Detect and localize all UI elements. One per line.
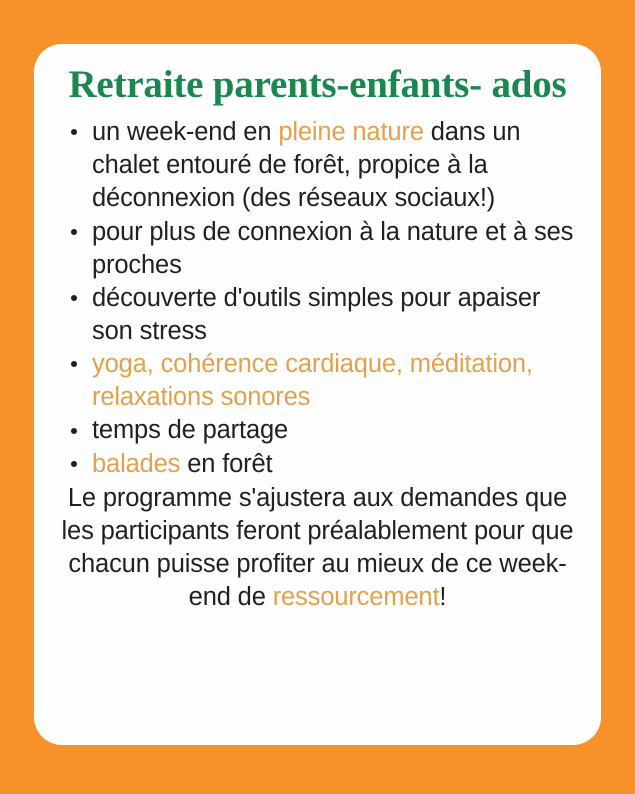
list-item (62, 282, 579, 348)
page-title-line-1: Retraite parents-enfants- (68, 63, 482, 106)
bullet-dot-icon (71, 295, 77, 301)
info-card (34, 44, 601, 745)
highlighted-text: ressourcement (272, 583, 440, 612)
body-text: en forêt (180, 449, 273, 478)
page-title (58, 64, 577, 106)
bullet-dot-icon (71, 428, 77, 434)
list-item-label (92, 218, 573, 279)
bullet-dot-icon (71, 461, 77, 467)
body-text: Le programme s'ajustera aux demandes que les participants feront préalablement pour que chacun puisse profiter au mieux de ce week-end de (61, 483, 574, 612)
body-text: découverte d'outils simples pour apaiser son stress (92, 283, 541, 345)
list-item-label (92, 118, 520, 212)
bullet-dot-icon (71, 361, 77, 367)
page-title-line-2: ados (491, 63, 567, 106)
body-text: un week-end en (92, 118, 279, 147)
list-item-label (92, 416, 288, 444)
body-text: dans un chalet entouré de forêt, propice à la déconnexion (des réseaux sociaux!) (92, 118, 521, 213)
program-bullet-list (52, 116, 583, 481)
list-item (62, 116, 579, 215)
bullet-dot-icon (71, 229, 77, 235)
list-item-label (92, 450, 273, 478)
list-item (62, 414, 579, 447)
list-item (62, 216, 579, 282)
list-item-label (92, 350, 533, 411)
highlighted-text: balades (92, 449, 181, 478)
highlighted-text: pleine nature (278, 118, 424, 147)
highlighted-text: yoga, cohérence cardiaque, méditation, relaxations sonores (92, 350, 533, 412)
bullet-dot-icon (71, 129, 77, 135)
closing-paragraph (54, 482, 581, 615)
body-text: ! (439, 583, 447, 612)
list-item (62, 348, 579, 414)
body-text: temps de partage (92, 416, 289, 445)
body-text: pour plus de connexion à la nature et à ses proches (92, 217, 574, 279)
list-item (62, 448, 579, 481)
list-item-label (92, 284, 540, 345)
